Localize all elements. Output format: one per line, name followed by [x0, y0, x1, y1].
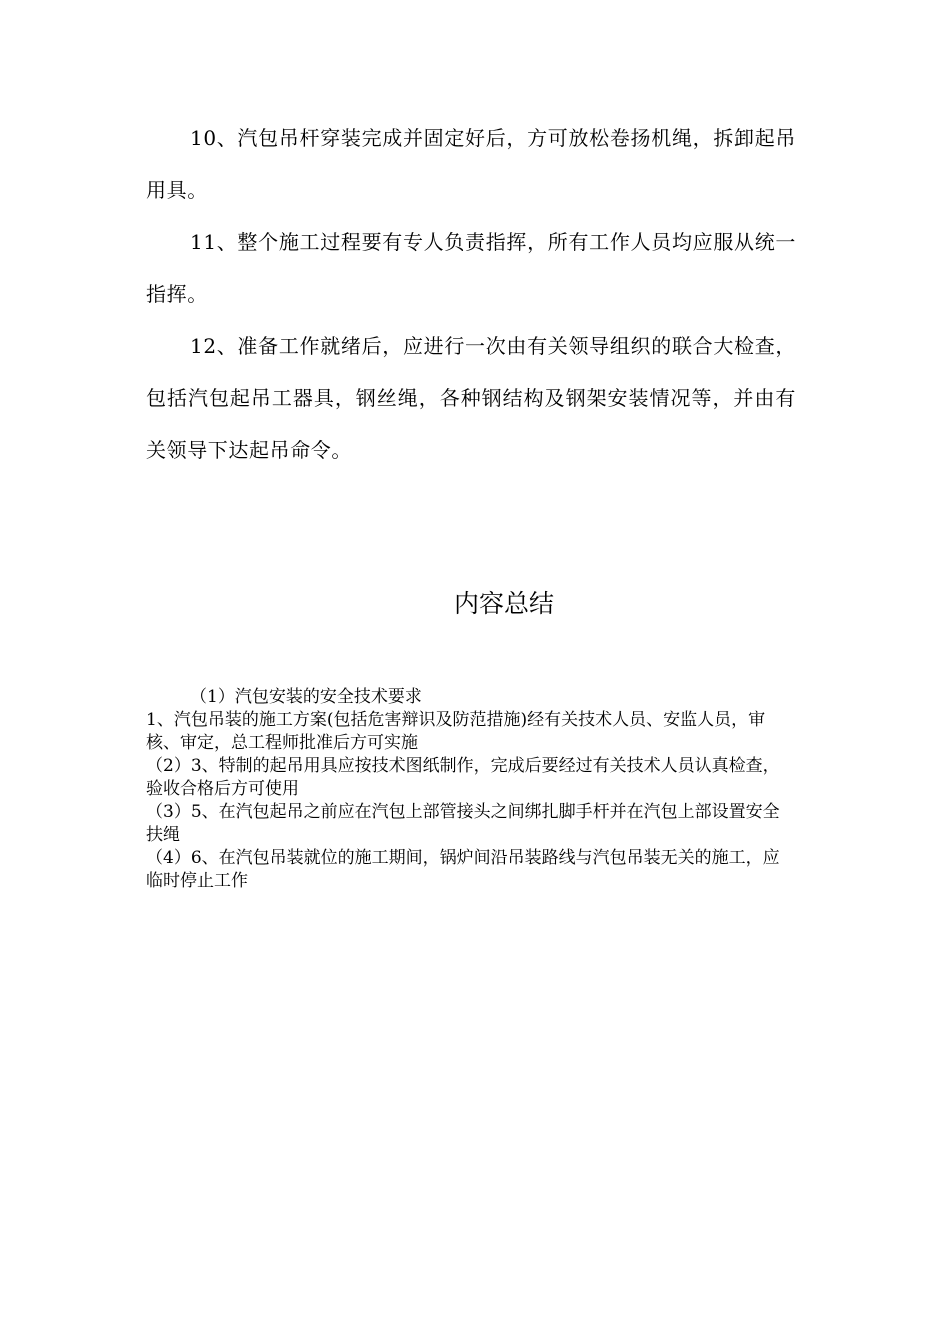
- body-text-section: [146, 112, 796, 476]
- summary-heading: （1）汽包安装的安全技术要求: [190, 687, 422, 707]
- body-paragraph-12: 12、准备工作就绪后，应进行一次由有关领导组织的联合大检查，包括汽包起吊工器具，钢丝绳，各种钢结构及钢架安装情况等，并由有关领导下达起吊命令。: [146, 334, 796, 462]
- body-paragraph-10: 10、汽包吊杆穿装完成并固定好后，方可放松卷扬机绳，拆卸起吊用具。: [146, 126, 796, 202]
- summary-item-2: （2）3、特制的起吊用具应按技术图纸制作，完成后要经过有关技术人员认真检查，验收合格后方可使用: [146, 756, 780, 799]
- summary-item-1: 1、汽包吊装的施工方案(包括危害辩识及防范措施)经有关技术人员、安监人员，审核、审定，总工程师批准后方可实施: [146, 710, 766, 753]
- summary-item-3: （3）5、在汽包起吊之前应在汽包上部管接头之间绑扎脚手杆并在汽包上部设置安全扶绳: [146, 802, 780, 845]
- summary-section: [146, 686, 796, 893]
- body-paragraph-11: 11、整个施工过程要有专人负责指挥，所有工作人员均应服从统一指挥。: [146, 230, 796, 306]
- summary-title: 内容总结: [453, 589, 554, 618]
- summary-item-4: （4）6、在汽包吊装就位的施工期间，锅炉间沿吊装路线与汽包吊装无关的施工，应临时停止工作: [146, 848, 780, 891]
